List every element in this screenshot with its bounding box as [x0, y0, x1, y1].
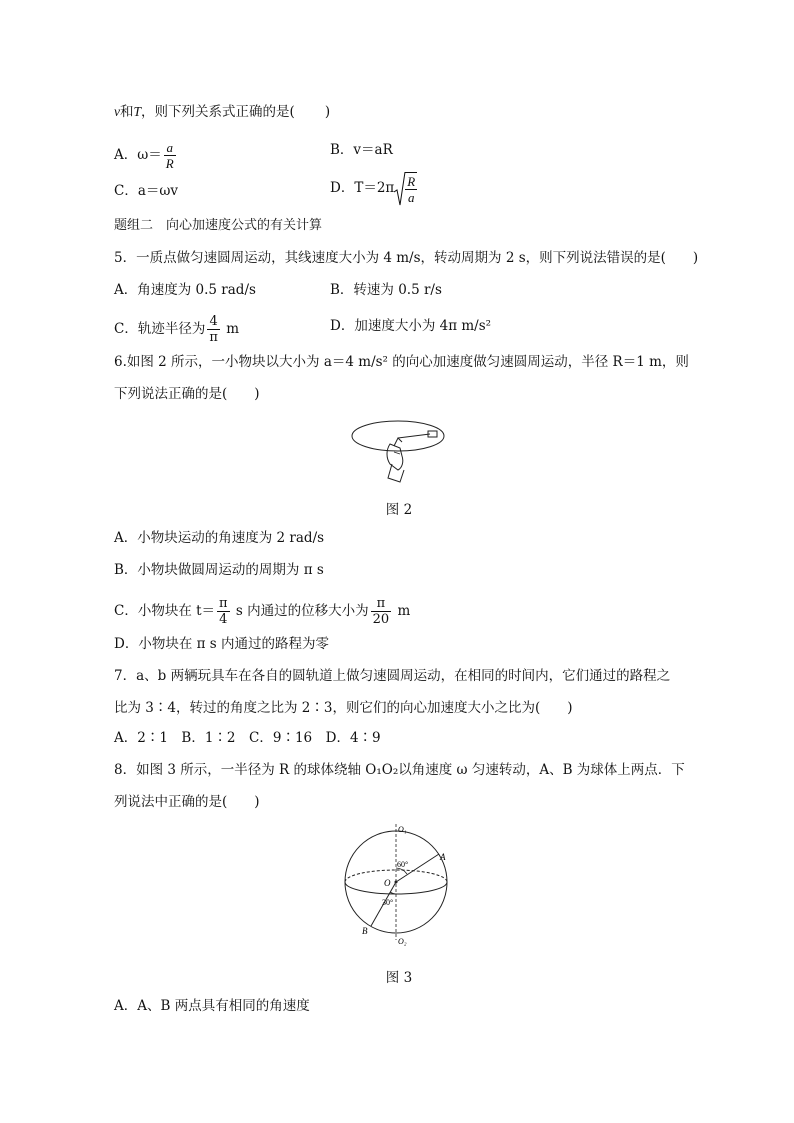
- q5-option-d: D．加速度大小为 4π m/s²: [330, 318, 492, 334]
- q6-option-b: B．小物块做圆周运动的周期为 π s: [114, 562, 324, 578]
- figure-2-hand-rotating-block: [350, 418, 450, 486]
- sqrt-symbol: $\frac{R}{a}$: [394, 172, 417, 205]
- q6-option-c: C．小物块在 t＝ $\frac{\pi}{4}$ s 内通过的位移大小为 $\frac{\pi}{20}$ m: [114, 596, 411, 627]
- q8-option-a: A．A、B 两点具有相同的角速度: [114, 998, 310, 1014]
- q4-option-d: D．T＝2π $\frac{R}{a}$: [330, 174, 416, 205]
- q5-option-c: C．轨迹半径为 $\frac{4}{\pi}$ m: [114, 314, 239, 345]
- q8-stem-line1: 8．如图 3 所示，一半径为 R 的球体绕轴 O₁O₂以角速度 ω 匀速转动，A、B 为球体上两点．下: [114, 762, 685, 778]
- figure-3-caption: 图 3: [385, 970, 413, 986]
- q5-option-a: A．角速度为 0.5 rad/s: [114, 282, 256, 298]
- fig3-angle-60: 60°: [397, 860, 409, 869]
- section-title: 题组二 向心加速度公式的有关计算: [114, 218, 323, 233]
- q8-stem-line2: 列说法中正确的是( ): [114, 794, 260, 810]
- q4-option-c: C．a＝ωv: [114, 183, 179, 199]
- figure-3-sphere: [340, 822, 458, 948]
- q5-stem: 5．一质点做匀速圆周运动，其线速度大小为 4 m/s，转动周期为 2 s，则下列说法错误的是( ): [114, 250, 699, 266]
- q4-option-a: A．ω＝ $\frac{a}{R}$: [114, 140, 174, 171]
- fig3-label-b: B: [362, 926, 368, 936]
- figure-2-caption: 图 2: [385, 502, 413, 518]
- q6-option-d: D．小物块在 π s 内通过的路程为零: [114, 636, 329, 652]
- q6-option-a: A．小物块运动的角速度为 2 rad/s: [114, 530, 325, 546]
- q6-stem-line2: 下列说法正确的是( ): [114, 386, 260, 402]
- q7-stem-line2: 比为 3∶4，转过的角度之比为 2∶3，则它们的向心加速度大小之比为( ): [114, 700, 573, 716]
- q4-stem-end: v和T，则下列关系式正确的是( ): [114, 104, 331, 120]
- q4-option-b: B．v＝aR: [330, 142, 393, 158]
- fig3-angle-30: 30°: [382, 898, 394, 907]
- fig3-label-a: A: [440, 852, 446, 862]
- fig3-label-o: O: [384, 878, 391, 888]
- fig3-label-o2: O₂: [398, 937, 407, 946]
- q7-stem-line1: 7．a、b 两辆玩具车在各自的圆轨道上做匀速圆周运动，在相同的时间内，它们通过的路程之: [114, 668, 671, 684]
- q6-stem-line1: 6.如图 2 所示，一小物块以大小为 a＝4 m/s² 的向心加速度做匀速圆周运动，半径 R＝1 m，则: [114, 354, 689, 370]
- q7-options: A．2∶1 B．1∶2 C．9∶16 D．4∶9: [114, 730, 381, 746]
- q5-option-b: B．转速为 0.5 r/s: [330, 282, 442, 298]
- fig3-label-o1: O₁: [398, 825, 407, 834]
